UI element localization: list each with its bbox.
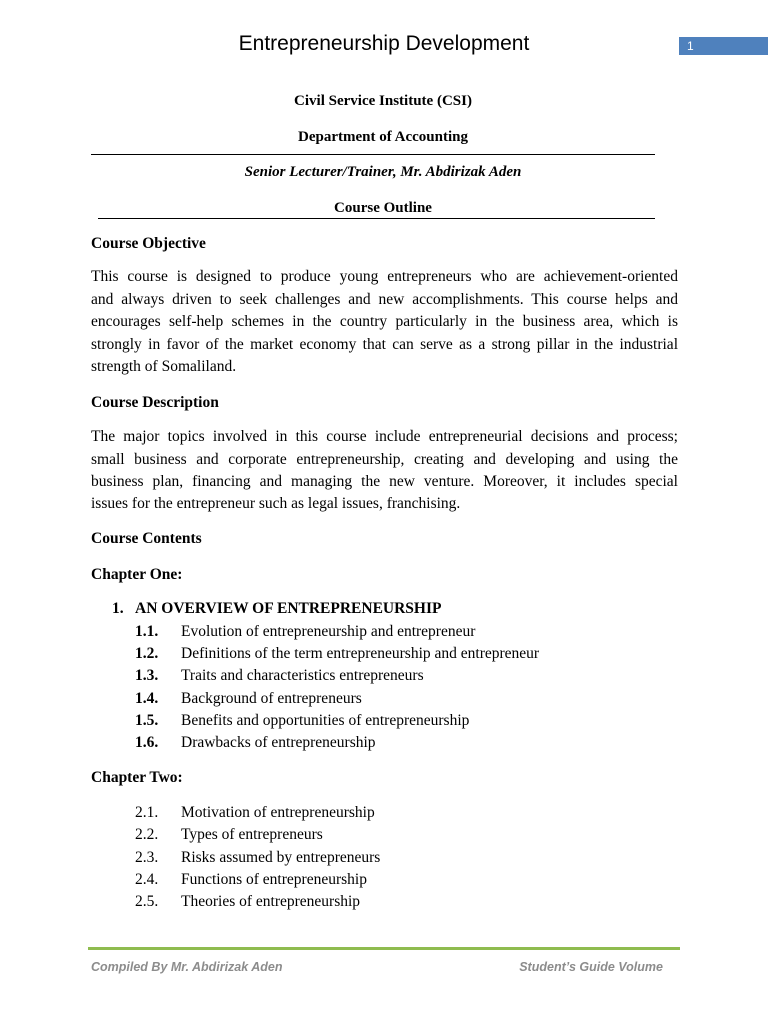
list-item-number: 1.4. (135, 690, 159, 707)
document-title: Course Outline (334, 200, 432, 216)
description-line: business plan, financing and managing the new venture. Moreover, it includes special (91, 473, 678, 490)
objective-line: This course is designed to produce young entrepreneurs who are achievement-oriented (91, 268, 678, 285)
list-item: Types of entrepreneurs (181, 826, 323, 843)
section-title: AN OVERVIEW OF ENTREPRENEURSHIP (135, 600, 442, 617)
description-line: small business and corporate entrepreneurship, creating and developing and using the (91, 451, 678, 468)
document-header-title: Entrepreneurship Development (238, 32, 530, 55)
footer-volume: Student’s Guide Volume (519, 960, 663, 974)
list-item: Background of entrepreneurs (181, 690, 362, 707)
objective-line: strength of Somaliland. (91, 358, 237, 375)
description-line: issues for the entrepreneur such as legal issues, franchising. (91, 495, 461, 512)
list-item-number: 1.5. (135, 712, 159, 729)
list-item: Drawbacks of entrepreneurship (181, 734, 376, 751)
objective-line: strongly in favor of the market economy that can serve as a strong pillar in the industrial (91, 336, 678, 353)
list-item-number: 1.2. (135, 645, 159, 662)
objective-line: encourages self-help schemes in the country particularly in the business area, which is (91, 313, 678, 330)
lecturer-line: Senior Lecturer/Trainer, Mr. Abdirizak Aden (244, 164, 522, 180)
list-item-number: 2.3. (135, 849, 159, 866)
chapter-two-heading: Chapter Two: (91, 769, 183, 786)
list-item: Risks assumed by entrepreneurs (181, 849, 381, 866)
institution-name: Civil Service Institute (CSI) (294, 93, 472, 109)
list-item-number: 1.6. (135, 734, 159, 751)
list-item-number: 1.1. (135, 623, 159, 640)
list-item-number: 2.2. (135, 826, 159, 843)
list-item: Benefits and opportunities of entrepreneurship (181, 712, 470, 729)
list-item: Functions of entrepreneurship (181, 871, 367, 888)
list-item: Definitions of the term entrepreneurship and entrepreneur (181, 645, 540, 662)
course-description-heading: Course Description (91, 394, 219, 411)
list-item-number: 2.1. (135, 804, 159, 821)
list-item: Theories of entrepreneurship (181, 893, 361, 910)
course-contents-heading: Course Contents (91, 530, 202, 547)
objective-line: and always driven to seek challenges and new accomplishments. This course helps and (91, 291, 678, 308)
course-objective-heading: Course Objective (91, 235, 206, 252)
department-name: Department of Accounting (298, 129, 468, 145)
list-item-number: 1.3. (135, 667, 159, 684)
footer-divider (88, 947, 680, 950)
divider-top (91, 154, 655, 155)
divider-bottom (98, 218, 655, 219)
list-item: Traits and characteristics entrepreneurs (181, 667, 424, 684)
list-item: Motivation of entrepreneurship (181, 804, 375, 821)
chapter-one-heading: Chapter One: (91, 566, 183, 583)
list-item-number: 2.5. (135, 893, 159, 910)
list-item-number: 2.4. (135, 871, 159, 888)
description-line: The major topics involved in this course include entrepreneurial decisions and process; (91, 428, 678, 445)
section-number: 1. (112, 600, 124, 617)
footer-compiled-by: Compiled By Mr. Abdirizak Aden (91, 960, 283, 974)
page-number-badge: 1 (679, 37, 768, 55)
list-item: Evolution of entrepreneurship and entrepreneur (181, 623, 476, 640)
